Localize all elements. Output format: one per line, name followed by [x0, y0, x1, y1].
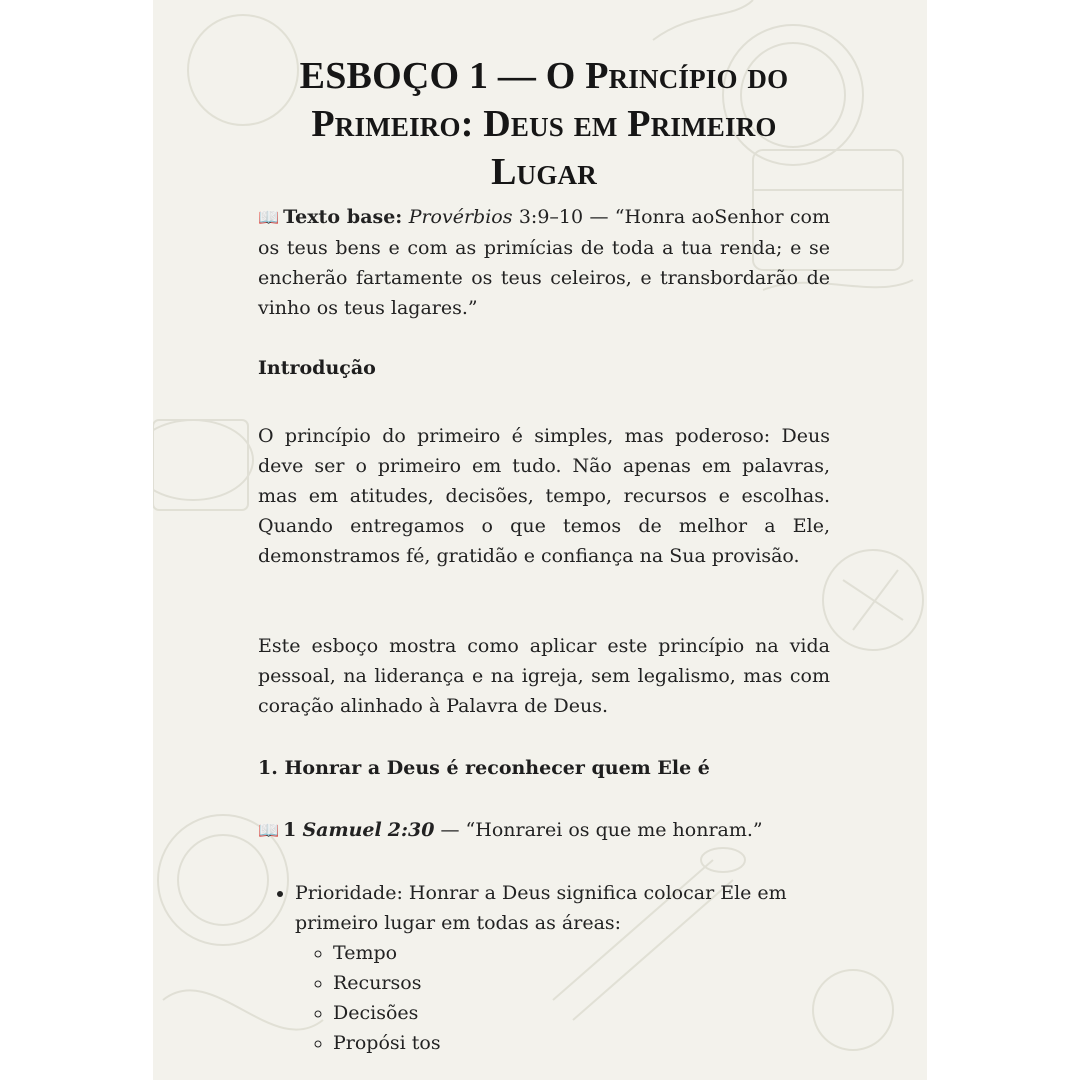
verse-ref-number: 1: [283, 819, 297, 841]
intro-heading: Introdução: [258, 357, 376, 379]
section-1-verse: [258, 815, 830, 846]
document-content: [258, 52, 830, 1058]
base-text-verses: 3:9–10 — “Honra aoSenhor com os teus bens e com as primícias de toda a tua renda; e se encherão fartamente os teus celeiros, e transbordarão de vinho os teus lagares.”: [258, 206, 830, 319]
priority-sublist: [295, 938, 830, 1058]
list-item: [295, 878, 830, 1058]
priority-bullet-text: Prioridade: Honrar a Deus significa colocar Ele em primeiro lugar em todas as áreas:: [295, 882, 787, 934]
page-title: ESBOÇO 1 — O Princípio do Primeiro: Deus em Primeiro Lugar: [299, 55, 789, 193]
document-page: [153, 0, 927, 1080]
book-icon: 📖: [258, 208, 280, 228]
intro-paragraph-2: Este esboço mostra como aplicar este princípio na vida pessoal, na liderança e na igreja, sem legalismo, mas com coração alinhado à Palavra de Deus.: [258, 635, 830, 717]
base-text-reference: Provérbios: [408, 206, 513, 228]
verse-ref-location: 2:30: [387, 819, 435, 841]
priority-list: [258, 878, 830, 1058]
book-icon: 📖: [258, 821, 280, 841]
verse-text: — “Honrarei os que me honram.”: [434, 819, 763, 841]
base-text-label: Texto base:: [283, 206, 403, 228]
list-item: ◦ Propósi tos: [333, 1028, 830, 1058]
list-item: ◦ Decisões: [333, 998, 830, 1028]
base-text-paragraph: [258, 202, 830, 323]
list-item: ◦ Tempo: [333, 938, 830, 968]
intro-paragraph-1: O princípio do primeiro é simples, mas poderoso: Deus deve ser o primeiro em tudo. Não apenas em palavras, mas em atitudes, decisões, tempo, recursos e escolhas. Quando entregamos o que temos de melhor a Ele, demonstramos fé, gratidão e confiança na Sua provisão.: [258, 425, 830, 567]
verse-ref-book: Samuel: [302, 819, 382, 841]
list-item: ◦ Recursos: [333, 968, 830, 998]
section-1-heading: 1. Honrar a Deus é reconhecer quem Ele é: [258, 757, 710, 779]
